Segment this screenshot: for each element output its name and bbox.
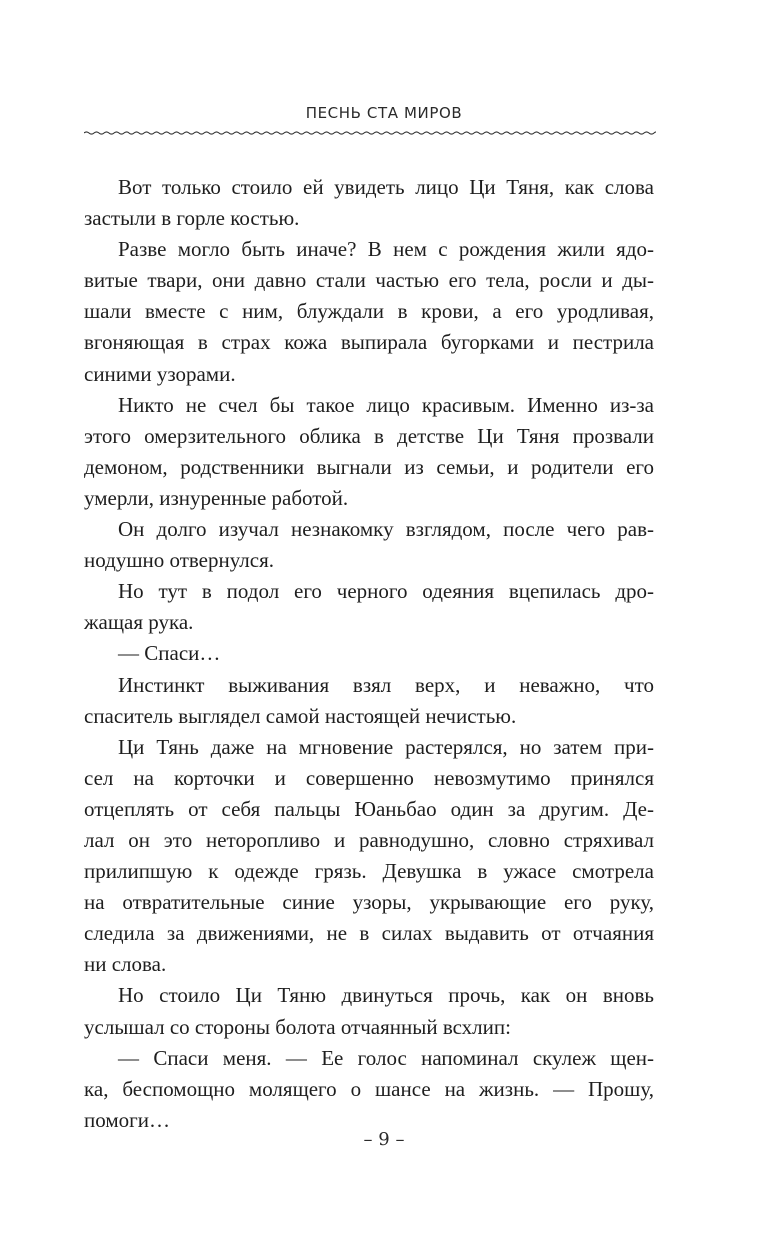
text-line: ни слова. <box>84 952 167 977</box>
text-line: Инстинкт выживания взял верх, и неважно, что <box>118 672 654 697</box>
text-line: жащая рука. <box>84 610 194 635</box>
body-text <box>84 172 654 1136</box>
text-line: услышал со стороны болота отчаянный всхлип: <box>84 1014 511 1039</box>
text-line: Разве могло быть иначе? В нем с рождения жили ядо- <box>118 237 654 262</box>
text-line: нодушно отвернулся. <box>84 548 275 573</box>
text-line: Никто не счел бы такое лицо красивым. Именно из-за <box>118 392 654 417</box>
text-line: Он долго изучал незнакомку взглядом, после чего рав- <box>118 517 654 542</box>
text-line: Вот только стоило ей увидеть лицо Ци Тяня, как слова <box>118 175 654 199</box>
text-line: Но стоило Ци Тяню двинуться прочь, как он вновь <box>118 983 654 1008</box>
text-line: Ци Тянь даже на мгновение растерялся, но затем при- <box>118 734 654 759</box>
dialogue-line: — Спаси меня. — Ее голос напоминал скулеж щен- <box>118 1045 654 1070</box>
running-head: ПЕСНЬ СТА МИРОВ <box>305 104 463 122</box>
text-line: отцеплять от себя пальцы Юаньбао один за другим. Де- <box>84 796 654 821</box>
wavy-divider <box>84 126 656 140</box>
page-number: – 9 – <box>363 1129 405 1150</box>
text-line: спаситель выглядел самой настоящей нечистью. <box>84 703 517 728</box>
text-line: застыли в горле костью. <box>84 206 300 231</box>
text-line: витые твари, они давно стали частью его тела, росли и ды- <box>84 268 654 293</box>
text-line: синими узорами. <box>84 361 236 386</box>
text-line: прилипшую к одежде грязь. Девушка в ужасе смотрела <box>84 859 654 884</box>
text-line: на отвратительные синие узоры, укрывающие его руку, <box>84 890 654 915</box>
text-line: ка, беспомощно молящего о шансе на жизнь. — Прошу, <box>84 1076 654 1101</box>
text-line: Но тут в подол его черного одеяния вцепилась дро- <box>118 579 654 604</box>
text-line: вгоняющая в страх кожа выпирала бугорками и пестрила <box>84 330 654 355</box>
text-line: этого омерзительного облика в детстве Ци Тяня прозвали <box>84 423 654 448</box>
text-line: следила за движениями, не в силах выдавить от отчаяния <box>84 921 654 946</box>
text-line: сел на корточки и совершенно невозмутимо принялся <box>84 765 654 790</box>
text-line: демоном, родственники выгнали из семьи, и родители его <box>84 454 654 479</box>
text-line: шали вместе с ним, блуждали в крови, а его уродливая, <box>84 299 654 324</box>
text-line: лал он это неторопливо и равнодушно, словно стряхивал <box>84 827 654 852</box>
dialogue-line: — Спаси… <box>118 641 221 666</box>
text-line: умерли, изнуренные работой. <box>84 485 349 510</box>
text-line: помоги… <box>84 1107 170 1132</box>
